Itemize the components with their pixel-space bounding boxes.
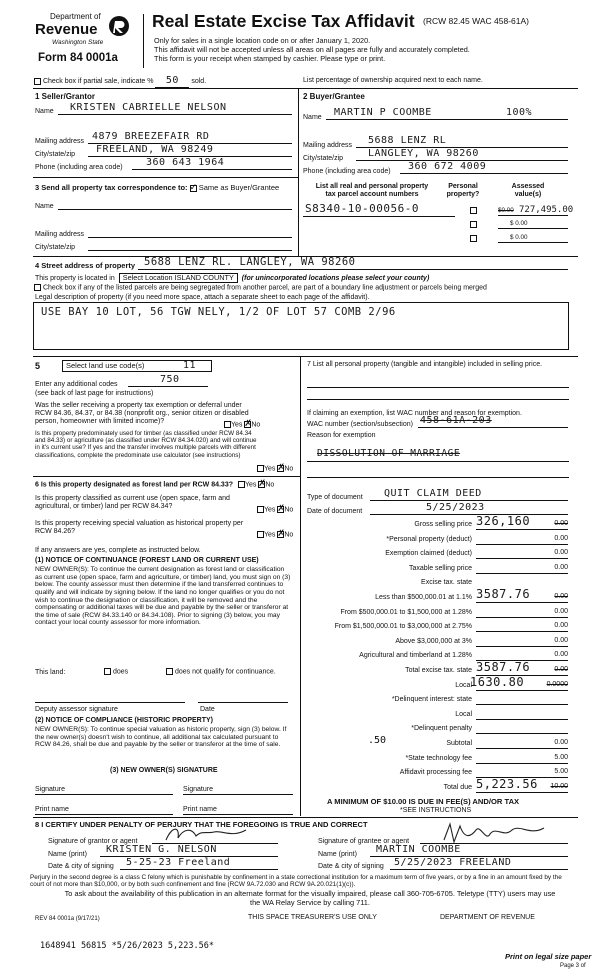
grantee-date-label: Date & city of signing bbox=[318, 863, 384, 870]
rev-number: REV 84 0001a (9/17/21) bbox=[35, 916, 100, 922]
seller-section-label: 1 Seller/Grantor bbox=[35, 92, 96, 101]
doc-type: QUIT CLAIM DEED bbox=[384, 487, 482, 499]
tax-row-field[interactable] bbox=[476, 548, 568, 559]
q-timber-no[interactable]: ✗ bbox=[277, 462, 285, 472]
no-label: No bbox=[265, 481, 275, 489]
forest-yes[interactable] bbox=[238, 481, 245, 488]
q-exemption-no[interactable]: ✗ bbox=[244, 418, 252, 428]
notice2-title: (2) NOTICE OF COMPLIANCE (HISTORIC PROPERTY) bbox=[35, 717, 213, 724]
tax-row-value: 0.00 bbox=[554, 549, 568, 557]
owner-sig-line-1[interactable] bbox=[35, 793, 173, 795]
cashier-stamp: 1648941 56815 *5/26/2023 5,223.56* bbox=[40, 941, 214, 951]
personal-property-checkbox-2[interactable] bbox=[470, 221, 477, 228]
seller-phone-field[interactable] bbox=[132, 155, 292, 170]
grantor-date-field[interactable] bbox=[120, 855, 278, 870]
tax-row-value: 5.00 bbox=[554, 753, 568, 761]
print-note: Print on legal size paper bbox=[505, 952, 592, 961]
partial-sale-row bbox=[34, 75, 206, 88]
does-not-checkbox[interactable] bbox=[166, 668, 173, 675]
no-label: No bbox=[284, 506, 294, 514]
tax-row-field[interactable] bbox=[476, 563, 568, 574]
tax-row-field[interactable] bbox=[476, 621, 568, 632]
street-address: 5688 LENZ RL. LANGLEY, WA 98260 bbox=[144, 255, 356, 268]
dept-footer: DEPARTMENT OF REVENUE bbox=[440, 914, 535, 921]
buyer-section-label: 2 Buyer/Grantee bbox=[303, 92, 365, 101]
legal-label: Legal description of property (if you need more space, attach a separate sheet to each page of the affidavit). bbox=[35, 294, 370, 301]
assessed-field-1[interactable] bbox=[498, 203, 574, 216]
tax-row-label: *Personal property (deduct) bbox=[386, 535, 472, 543]
personal-property-line-2[interactable] bbox=[307, 392, 569, 400]
notice2-body: NEW OWNER(S): To continue special valuation as historic property, sign (3) below. If the new owner(s) doesn't wish to continue, all additional tax calculated pursuant to RCW 84.26, shall be due and payable by the seller or transferor at the time of sale. bbox=[35, 726, 287, 749]
header-note-2: This affidavit will not be accepted unless all areas on all pages are fully and accurately completed. bbox=[154, 45, 470, 54]
assessed-value-header: Assessed value(s) bbox=[511, 183, 545, 199]
street-label bbox=[35, 262, 135, 271]
location-select[interactable] bbox=[119, 273, 238, 283]
buyer-phone: 360 672 4009 bbox=[408, 160, 487, 172]
forest-q-text: 6 Is this property designated as forest land per RCW 84.33? bbox=[35, 481, 233, 489]
grantee-name: MARTIN COOMBE bbox=[376, 843, 461, 855]
historic-answer bbox=[257, 528, 294, 539]
perjury-note: Perjury in the second degree is a class C felony which is punishable by confinement in a state correctional institution for a maximum term of five years, or by a fine in an amount fixed by the court of not more than $10,000, or by both such confinement and fine (RCW 9A.72.030 and RCW 9A.20.021(1)(c)). bbox=[30, 874, 562, 889]
location-value: Select Location ISLAND COUNTY bbox=[122, 273, 234, 282]
partial-sale-sold: sold. bbox=[191, 78, 207, 85]
wac-label: WAC number (section/subsection) bbox=[307, 421, 413, 428]
doc-date-field[interactable] bbox=[370, 500, 568, 515]
personal-property-header: Personal property? bbox=[446, 183, 480, 199]
dept-line1: Department of bbox=[50, 12, 101, 21]
buyer-mailing: 5688 LENZ RL bbox=[368, 134, 447, 146]
this-land-label: This land: bbox=[35, 669, 66, 676]
parcel-number: S8340-10-00056-0 bbox=[305, 202, 419, 216]
yes-label: Yes bbox=[264, 531, 276, 539]
tax-row-field[interactable] bbox=[476, 753, 568, 764]
doc-date-label: Date of document bbox=[307, 508, 363, 515]
q-exemption-answer bbox=[224, 418, 261, 429]
buyer-name-label: Name bbox=[303, 114, 322, 121]
current-use-q: Is this property classified as current use (open space, farm and agricultural, or timber) land per RCW 84.34? bbox=[35, 495, 230, 511]
current-use-answer bbox=[257, 503, 294, 514]
tax-row-label: Subtotal bbox=[446, 740, 472, 747]
s3-name-field[interactable] bbox=[58, 200, 292, 210]
deputy-date-label: Date bbox=[200, 706, 215, 713]
reason-label: Reason for exemption bbox=[307, 432, 376, 439]
no-label: No bbox=[251, 421, 261, 429]
tax-row-value: 0.0000 bbox=[546, 680, 568, 688]
owner-print-line-2[interactable] bbox=[183, 813, 293, 815]
tax-row-label: Local bbox=[455, 710, 472, 718]
doc-type-field[interactable] bbox=[370, 486, 568, 501]
tax-row-value: 0.00 bbox=[554, 665, 568, 673]
grantor-signature bbox=[162, 824, 262, 844]
s3-name-label: Name bbox=[35, 203, 54, 210]
tax-row-field[interactable] bbox=[476, 723, 568, 734]
tax-row-label: From $1,500,000.01 to $3,000,000 at 2.75% bbox=[334, 623, 472, 631]
current-use-yes[interactable] bbox=[257, 506, 264, 513]
buyer-name: MARTIN P COOMBE bbox=[334, 106, 432, 118]
does-checkbox[interactable] bbox=[104, 668, 111, 675]
personal-property-line-1[interactable] bbox=[307, 380, 569, 388]
located-row bbox=[35, 273, 429, 283]
yes-label: Yes bbox=[264, 465, 276, 473]
forest-q bbox=[35, 478, 275, 489]
seller-phone-label: Phone (including area code) bbox=[35, 164, 123, 171]
page-number: Page 3 of bbox=[560, 963, 586, 969]
seller-city: FREELAND, WA 98249 bbox=[96, 143, 214, 155]
partial-sale-percent[interactable]: 50 bbox=[155, 75, 189, 88]
see-instructions: *SEE INSTRUCTIONS bbox=[400, 807, 472, 814]
tax-row-field[interactable] bbox=[476, 694, 568, 705]
grantor-name-label: Name (print) bbox=[48, 851, 87, 858]
tax-row-label: Agricultural and timberland at 1.28% bbox=[359, 652, 472, 660]
segregated-row bbox=[34, 284, 487, 292]
deputy-sig-line[interactable] bbox=[35, 695, 185, 703]
form-number: Form 84 0001a bbox=[38, 52, 118, 64]
parcel-list-header: List all real and personal property tax parcel account numbers bbox=[315, 183, 429, 199]
historic-no[interactable]: ✗ bbox=[277, 528, 285, 538]
alt-format-note: To ask about the availability of this publication in an alternate format for the visually impaired, please call 360-705-6705. Teletype (TTY) users may use the WA Relay Service by calling 711. bbox=[64, 889, 556, 907]
tax-row-value: 0.00 bbox=[554, 534, 568, 542]
deputy-date-line[interactable] bbox=[198, 695, 288, 703]
assessed-field-3[interactable] bbox=[498, 231, 568, 243]
partial-sale-checkbox[interactable] bbox=[34, 78, 41, 85]
tax-row-value: 0.00 bbox=[554, 636, 568, 644]
assessed-row2: $ 0.00 bbox=[510, 219, 528, 227]
tax-row-field[interactable] bbox=[476, 738, 568, 749]
buyer-name-field[interactable] bbox=[326, 104, 568, 120]
ownership-note: List percentage of ownership acquired next to each name. bbox=[303, 77, 483, 84]
segregated-label: Check box if any of the listed parcels are being segregated from another parcel, are part of a boundary line adjustment or parcels being merged bbox=[42, 284, 487, 292]
owner-print-line-1[interactable] bbox=[35, 813, 173, 815]
buyer-phone-label: Phone (including area code) bbox=[303, 168, 391, 175]
s3-mailing-label: Mailing address bbox=[35, 231, 85, 238]
tax-row-field[interactable] bbox=[476, 709, 568, 720]
yes-label: Yes bbox=[264, 506, 276, 514]
s3-mailing-field[interactable] bbox=[88, 228, 292, 238]
dor-logo bbox=[30, 12, 130, 68]
q-timber-yes[interactable] bbox=[257, 465, 264, 472]
tax-row-value: 0.00 bbox=[554, 563, 568, 571]
s3-city-field[interactable] bbox=[88, 241, 292, 251]
local-rate: .50 bbox=[368, 735, 387, 746]
answers-note: If any answers are yes, complete as instructed below. bbox=[35, 547, 201, 554]
section3-label-text: 3 Send all property tax correspondence to: bbox=[35, 183, 188, 192]
seller-mailing-label: Mailing address bbox=[35, 138, 85, 145]
does-not-option bbox=[166, 668, 276, 676]
personal-property-checkbox-1[interactable] bbox=[470, 207, 477, 214]
tax-row-value: 0.00 bbox=[554, 622, 568, 630]
segregated-checkbox[interactable] bbox=[34, 284, 41, 291]
reason-field[interactable] bbox=[307, 446, 569, 462]
tax-row-label: Local bbox=[455, 681, 472, 689]
tax-row-field[interactable] bbox=[476, 607, 568, 618]
land-use-code: 11 bbox=[183, 360, 197, 371]
seller-name-label: Name bbox=[35, 108, 54, 115]
tax-row-label: *Delinquent interest: state bbox=[391, 696, 472, 704]
grantor-date: 5-25-23 Freeland bbox=[126, 856, 231, 868]
seller-mailing: 4879 BREEZEFAIR RD bbox=[92, 130, 210, 142]
parcel-field-1[interactable] bbox=[303, 203, 455, 217]
section3-label bbox=[35, 181, 280, 193]
does-not-label: does not qualify for continuance. bbox=[174, 668, 276, 676]
does-option bbox=[104, 668, 128, 676]
tax-row-label: *Delinquent penalty bbox=[411, 725, 472, 733]
tax-row-value: 0.00 bbox=[554, 519, 568, 527]
section5-label: 5 bbox=[35, 361, 41, 371]
treasurer-note: THIS SPACE TREASURER'S USE ONLY bbox=[248, 914, 377, 921]
tax-row-value: 0.00 bbox=[554, 592, 568, 600]
current-use-no[interactable]: ✗ bbox=[277, 503, 285, 513]
assessed-row3: $ 0.00 bbox=[510, 233, 528, 241]
s3-city-label: City/state/zip bbox=[35, 244, 76, 251]
assessed-field-2[interactable] bbox=[498, 217, 568, 229]
tax-row-label: Less than $500,000.01 at 1.1% bbox=[375, 594, 472, 601]
tax-row-value: 10.00 bbox=[550, 782, 568, 790]
additional-codes-label: Enter any additional codes bbox=[35, 381, 118, 388]
tax-row-value: 0.00 bbox=[554, 651, 568, 659]
tax-row-label: Exemption claimed (deduct) bbox=[385, 550, 472, 558]
does-label: does bbox=[112, 668, 129, 676]
assessed-value: 727,495.00 bbox=[519, 204, 574, 215]
same-as-buyer-checkbox[interactable]: ✓ bbox=[189, 181, 198, 192]
tax-row-handwritten: 326,160 bbox=[476, 514, 531, 528]
buyer-phone-field[interactable] bbox=[400, 159, 568, 174]
tax-row-handwritten: 3587.76 bbox=[476, 587, 531, 601]
dor-emblem-icon bbox=[108, 14, 130, 38]
owner-print-label-2: Print name bbox=[183, 806, 217, 813]
minimum-note: A MINIMUM OF $10.00 IS DUE IN FEE(S) AND/OR TAX bbox=[327, 797, 520, 806]
same-as-buyer-label: Same as Buyer/Grantee bbox=[198, 183, 280, 192]
yes-label: Yes bbox=[244, 481, 257, 489]
no-label: No bbox=[284, 465, 294, 473]
form-title: Real Estate Excise Tax Affidavit bbox=[152, 11, 415, 31]
located-label: This property is located in bbox=[35, 275, 115, 282]
tax-row-value: 5.00 bbox=[554, 768, 568, 776]
grantor-sig-label: Signature of grantor or agent bbox=[48, 838, 138, 845]
wac-field[interactable] bbox=[418, 414, 568, 428]
partial-sale-label: Check box if partial sale, indicate % bbox=[42, 78, 154, 85]
q-exemption-text: Was the seller receiving a property tax exemption or deferral under RCW 84.36, 84.37, or 84.38 (nonprofit org., senior citizen or disabled person, homeowner with limited income)? bbox=[35, 402, 249, 426]
header-note-1: Only for sales in a single location code on or after January 1, 2020. bbox=[154, 36, 371, 45]
tax-row-handwritten: 1630.80 bbox=[470, 674, 525, 689]
tax-row-label: Total excise tax. state bbox=[405, 667, 472, 674]
legal-description: USE BAY 10 LOT, 56 TGW NELY, 1/2 OF LOT 57 COMB 2/96 bbox=[41, 306, 396, 318]
notice1-body: NEW OWNER(S): To continue the current designation as forest land or classification as current use (open space, farm and agriculture, or timber) land, you must sign on (3) below. The county assessor must then determine if the land transferred continues to qualify and will indicate by signing below. If the land no longer qualifies or you do not wish to continue the designation or classification, it will be removed and the compensating or additional taxes will be due and payable by the seller or transferor at the time of sale (RCW 84.33.140 or 84.34.108). Prior to signing (3) below, you may contact your local county assessor for more information. bbox=[35, 566, 291, 627]
owner-sig-label-1: Signature bbox=[35, 786, 65, 793]
exemption-reason: DISSOLUTION OF MARRIAGE bbox=[317, 448, 461, 460]
exemption-label: If claiming an exemption, list WAC number and reason for exemption. bbox=[307, 410, 522, 417]
tax-row-value: 0.00 bbox=[554, 607, 568, 615]
assessed-struck: $0.00 bbox=[498, 206, 514, 214]
q-timber-answer bbox=[257, 462, 294, 473]
grantee-date-field[interactable] bbox=[390, 855, 568, 870]
tax-row-label: Taxable selling price bbox=[408, 564, 472, 572]
forest-no[interactable]: ✗ bbox=[258, 478, 266, 488]
section8-label: 8 I CERTIFY UNDER PENALTY OF PERJURY THAT THE FOREGOING IS TRUE AND CORRECT bbox=[35, 820, 368, 829]
tax-row-field[interactable] bbox=[476, 534, 568, 545]
additional-codes-field[interactable] bbox=[128, 371, 208, 387]
seller-phone: 360 643 1964 bbox=[146, 156, 225, 168]
buyer-city-label: City/state/zip bbox=[303, 155, 344, 162]
grantee-sig-label: Signature of grantee or agent bbox=[318, 838, 410, 845]
tax-row-label: Excise tax. state bbox=[421, 579, 472, 587]
tax-row-label: Total due bbox=[443, 783, 472, 791]
personal-property-checkbox-3[interactable] bbox=[470, 235, 477, 242]
seller-name-field[interactable] bbox=[58, 100, 292, 115]
seller-city-label: City/state/zip bbox=[35, 151, 76, 158]
historic-q: Is this property receiving special valuation as historical property per RCW 84.26? bbox=[35, 520, 244, 536]
dept-line3: Washington State bbox=[52, 39, 104, 46]
grantor-date-label: Date & city of signing bbox=[48, 863, 114, 870]
q-exemption-yes[interactable] bbox=[224, 421, 231, 428]
notice1-title: (1) NOTICE OF CONTINUANCE (FOREST LAND OR CURRENT USE) bbox=[35, 557, 259, 564]
tax-row-value: 0.00 bbox=[554, 738, 568, 746]
buyer-pct: 100% bbox=[506, 106, 533, 118]
seller-name: KRISTEN CABRIELLE NELSON bbox=[70, 101, 227, 113]
buyer-city: LANGLEY, WA 98260 bbox=[368, 147, 479, 159]
tax-row-label: Above $3,000,000 at 3% bbox=[395, 637, 472, 645]
reason-field-2[interactable] bbox=[307, 470, 569, 478]
owner-sig-label-2: Signature bbox=[183, 786, 213, 793]
wac-number: 458-61A-203 bbox=[420, 414, 492, 426]
historic-yes[interactable] bbox=[257, 531, 264, 538]
tax-row-label: From $500,000.01 to $1,500,000 at 1.28% bbox=[340, 608, 472, 616]
q-timber-text: Is this property predominately used for timber (as classified under RCW 84.34 and 84.33) or agriculture (as classified under RCW 84.34.020) and will continue in it's current use? If yes and the transfer involves multiple parcels with different classifications, complete the predominate use calculator (see instructions) bbox=[35, 430, 257, 459]
owner-print-label-1: Print name bbox=[35, 806, 69, 813]
no-label: No bbox=[284, 531, 294, 539]
tax-row-label: Gross selling price bbox=[414, 521, 472, 528]
tax-row-label: Affidavit processing fee bbox=[399, 769, 472, 777]
form-rcw: (RCW 82.45 WAC 458-61A) bbox=[423, 16, 529, 26]
grantor-name: KRISTEN G. NELSON bbox=[106, 843, 217, 855]
deputy-label: Deputy assessor signature bbox=[35, 706, 118, 713]
section7-label: 7 List all personal property (tangible and intangible) included in selling price. bbox=[307, 361, 543, 368]
additional-codes: 750 bbox=[160, 373, 180, 385]
tax-row-handwritten: 5,223.56 bbox=[476, 776, 538, 791]
back-note: (see back of last page for instructions) bbox=[35, 390, 154, 397]
grantee-name-label: Name (print) bbox=[318, 851, 357, 858]
tax-row-handwritten: 3587.76 bbox=[476, 660, 531, 674]
doc-date: 5/25/2023 bbox=[426, 501, 485, 513]
location-note: (for unincorporated locations please select your county) bbox=[241, 275, 430, 282]
buyer-mailing-label: Mailing address bbox=[303, 142, 353, 149]
grantee-date: 5/25/2023 FREELAND bbox=[394, 856, 512, 868]
tax-row-label: *State technology fee bbox=[405, 754, 472, 762]
yes-label: Yes bbox=[231, 421, 243, 429]
owner-sig-title: (3) NEW OWNER(S) SIGNATURE bbox=[110, 767, 218, 774]
owner-sig-line-2[interactable] bbox=[183, 793, 293, 795]
tax-row-field[interactable] bbox=[476, 636, 568, 647]
header-note-3: This form is your receipt when stamped by cashier. Please type or print. bbox=[154, 54, 386, 63]
street-address-field[interactable] bbox=[138, 254, 568, 270]
street-label-text: 4 Street address of property bbox=[35, 261, 136, 270]
land-use-label: Select land use code(s) bbox=[66, 361, 145, 370]
dept-line2: Revenue bbox=[35, 21, 98, 38]
doc-type-label: Type of document bbox=[307, 494, 363, 501]
legal-description-box[interactable] bbox=[33, 302, 569, 350]
